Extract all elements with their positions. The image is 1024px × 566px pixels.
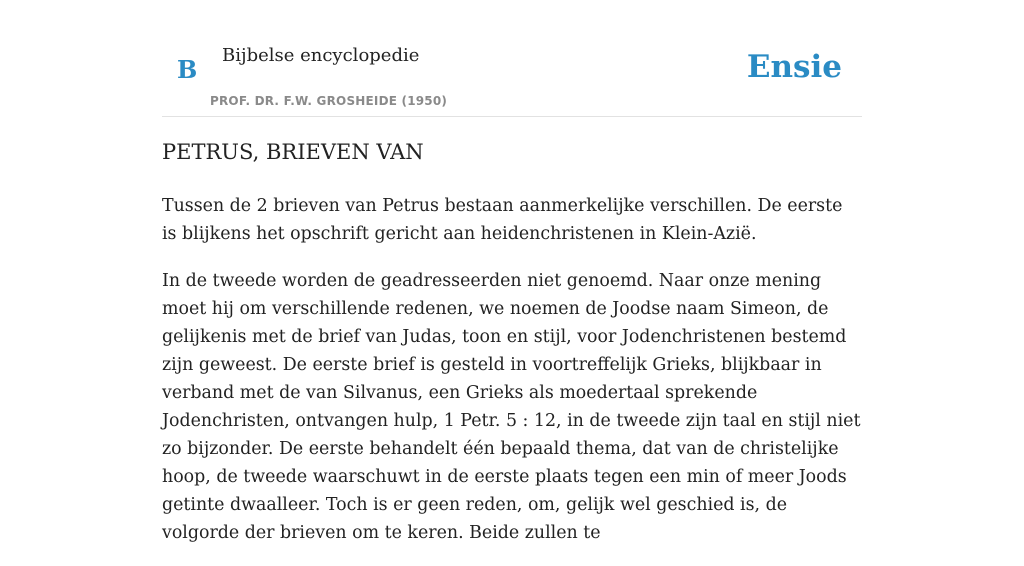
- brand-logo[interactable]: Ensie: [746, 49, 842, 85]
- article-paragraph: In de tweede worden de geadresseerden niet genoemd. Naar onze mening moet hij om verschillende redenen, we noemen de Joodse naam Simeon, de gelijkenis met de brief van Judas, toon en stijl, voor Jodenchristenen bestemd zijn geweest. De eerste brief is gesteld in voortreffelijk Grieks, blijkbaar in verband met de van Silvanus, een Grieks als moedertaal sprekende Jodenchristen, ontvangen hulp, 1 Petr. 5 : 12, in de tweede zijn taal en stijl niet zo bijzonder. De eerste behandelt één bepaald thema, dat van de christelijke hoop, de tweede waarschuwt in de eerste plaats tegen een min of meer Joods getinte dwaalleer. Toch is er geen reden, om, gelijk wel geschied is, de volgorde der brieven om te keren. Beide zullen te: [162, 271, 861, 543]
- article-body: [162, 192, 862, 566]
- book-title[interactable]: Bijbelse encyclopedie: [222, 45, 420, 66]
- book-author: PROF. DR. F.W. GROSHEIDE (1950): [210, 94, 448, 108]
- book-logo-letter[interactable]: B: [177, 55, 198, 84]
- article-title: PETRUS, BRIEVEN VAN: [162, 140, 424, 164]
- book-header: [162, 0, 862, 117]
- article-paragraph: Tussen de 2 brieven van Petrus bestaan aanmerkelijke verschillen. De eerste is blijkens het opschrift gericht aan heidenchristenen in Klein-Azië.: [162, 196, 843, 244]
